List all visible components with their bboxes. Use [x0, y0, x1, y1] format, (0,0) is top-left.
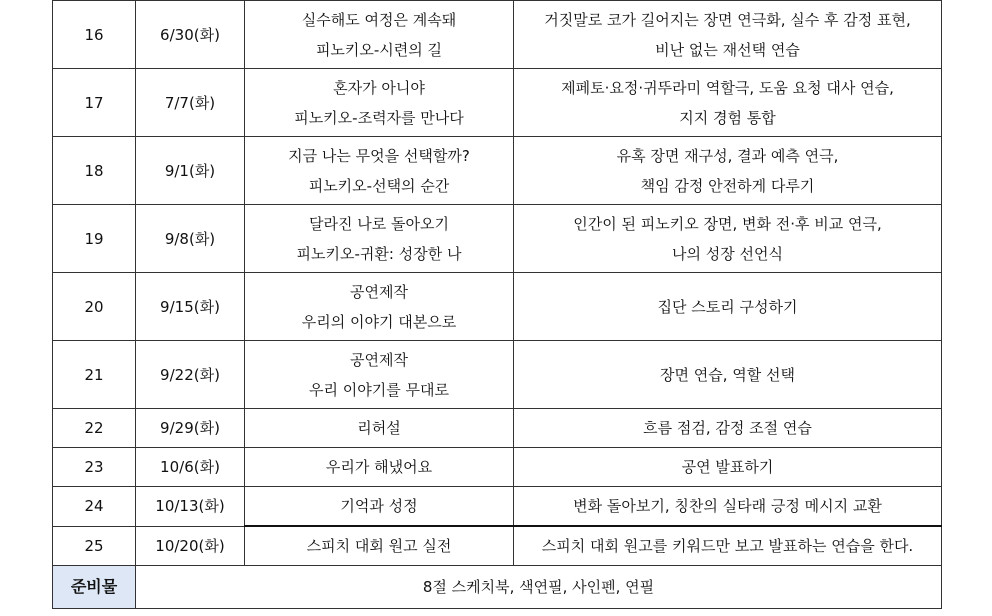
session-activity-line: 책임 감정 안전하게 다루기	[640, 176, 815, 195]
session-title-line: 공연제작	[350, 350, 408, 369]
session-activity-line: 스피치 대회 원고를 키워드만 보고 발표하는 연습을 한다.	[541, 537, 914, 555]
session-activity	[514, 1, 942, 69]
session-activity-line: 제페토·요정·귀뚜라미 역할극, 도움 요청 대사 연습,	[561, 78, 894, 97]
session-title	[245, 526, 514, 566]
session-title	[245, 448, 514, 487]
session-number: 21	[53, 341, 136, 409]
session-title-line: 기억과 성정	[340, 497, 418, 515]
session-activity	[514, 526, 942, 566]
session-activity-line: 흐름 점검, 감정 조절 연습	[643, 419, 812, 437]
session-number: 20	[53, 273, 136, 341]
session-date: 9/22(화)	[136, 341, 245, 409]
session-date: 10/13(화)	[136, 487, 245, 527]
session-title-line: 공연제작	[350, 282, 408, 301]
session-title	[245, 487, 514, 527]
session-date: 10/20(화)	[136, 526, 245, 566]
table-row	[53, 341, 942, 409]
session-activity	[514, 409, 942, 448]
table-row	[53, 69, 942, 137]
table-row	[53, 137, 942, 205]
session-activity-line: 나의 성장 선언식	[672, 244, 783, 263]
session-title-line: 지금 나는 무엇을 선택할까?	[288, 146, 470, 165]
session-number: 22	[53, 409, 136, 448]
session-title-line: 실수해도 여정은 계속돼	[301, 10, 457, 29]
session-title	[245, 409, 514, 448]
materials-label: 준비물	[53, 566, 136, 609]
session-number: 25	[53, 526, 136, 566]
session-title-line: 스피치 대회 원고 실전	[306, 537, 452, 555]
table-row	[53, 526, 942, 566]
session-date: 9/15(화)	[136, 273, 245, 341]
session-date: 7/7(화)	[136, 69, 245, 137]
session-number: 24	[53, 487, 136, 527]
session-title	[245, 69, 514, 137]
session-activity-line: 지지 경험 통합	[679, 108, 776, 127]
table-row	[53, 487, 942, 527]
session-activity	[514, 137, 942, 205]
session-date: 9/8(화)	[136, 205, 245, 273]
session-activity	[514, 273, 942, 341]
session-date: 10/6(화)	[136, 448, 245, 487]
session-title-line: 피노키오-시련의 길	[315, 40, 443, 59]
materials-row	[53, 566, 942, 609]
session-activity-line: 인간이 된 피노키오 장면, 변화 전·후 비교 연극,	[573, 214, 882, 233]
table-row	[53, 205, 942, 273]
session-date: 6/30(화)	[136, 1, 245, 69]
session-number: 23	[53, 448, 136, 487]
session-title-line: 피노키오-조력자를 만나다	[294, 108, 464, 127]
session-activity	[514, 205, 942, 273]
schedule-body	[53, 1, 942, 609]
session-title-line: 리허설	[357, 419, 401, 437]
session-title-line: 우리의 이야기 대본으로	[301, 312, 457, 331]
session-number: 17	[53, 69, 136, 137]
session-activity-line: 장면 연습, 역할 선택	[660, 365, 795, 384]
session-title	[245, 205, 514, 273]
session-activity	[514, 69, 942, 137]
session-activity-line: 유혹 장면 재구성, 결과 예측 연극,	[616, 146, 839, 165]
materials-value: 8절 스케치북, 색연필, 사인펜, 연필	[136, 566, 942, 609]
session-date: 9/1(화)	[136, 137, 245, 205]
table-row	[53, 409, 942, 448]
table-row	[53, 448, 942, 487]
schedule-table	[52, 0, 942, 609]
session-number: 16	[53, 1, 136, 69]
session-title-line: 피노키오-귀환: 성장한 나	[296, 244, 462, 263]
session-activity	[514, 487, 942, 527]
session-activity-line: 집단 스토리 구성하기	[657, 297, 798, 316]
session-title-line: 우리가 해냈어요	[325, 458, 433, 476]
session-title-line: 혼자가 아니야	[333, 78, 425, 97]
session-activity	[514, 448, 942, 487]
table-row	[53, 1, 942, 69]
session-title-line: 우리 이야기를 무대로	[309, 380, 449, 399]
session-title	[245, 1, 514, 69]
session-activity-line: 비난 없는 재선택 연습	[655, 40, 800, 59]
session-title-line: 피노키오-선택의 순간	[308, 176, 450, 195]
table-row	[53, 273, 942, 341]
session-title	[245, 273, 514, 341]
session-activity-line: 공연 발표하기	[681, 458, 774, 476]
session-activity-line: 변화 돌아보기, 칭찬의 실타래 긍정 메시지 교환	[573, 497, 882, 515]
session-date: 9/29(화)	[136, 409, 245, 448]
session-title-line: 달라진 나로 돌아오기	[309, 214, 449, 233]
session-activity-line: 거짓말로 코가 길어지는 장면 연극화, 실수 후 감정 표현,	[544, 10, 911, 29]
session-number: 18	[53, 137, 136, 205]
session-title	[245, 341, 514, 409]
session-activity	[514, 341, 942, 409]
session-number: 19	[53, 205, 136, 273]
session-title	[245, 137, 514, 205]
